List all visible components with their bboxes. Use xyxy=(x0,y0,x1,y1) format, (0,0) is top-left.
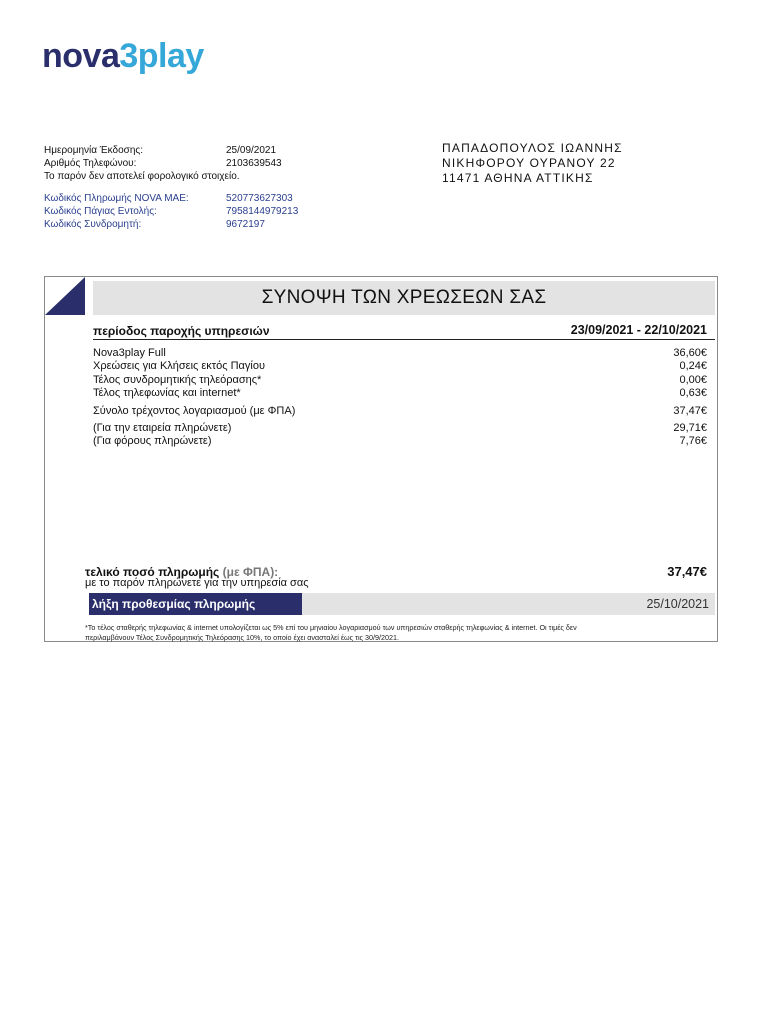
charge-value: 0,24€ xyxy=(679,360,707,373)
customer-street: ΝΙΚΗΦΟΡΟΥ ΟΥΡΑΝΟΥ 22 xyxy=(442,156,616,170)
logo-text-3: 3 xyxy=(119,37,138,75)
charge-row xyxy=(93,374,715,387)
total-vat-note: (με ΦΠΑ): xyxy=(222,565,279,579)
charge-value: 36,60€ xyxy=(673,347,707,359)
customer-name: ΠΑΠΑΔΟΠΟΥΛΟΣ ΙΩΑΝΝΗΣ xyxy=(442,141,623,155)
issue-date-label: Ημερομηνία Έκδοσης: xyxy=(44,145,143,156)
charges-list xyxy=(93,347,715,449)
customer-city: 11471 ΑΘΗΝΑ ΑΤΤΙΚΗΣ xyxy=(442,171,594,185)
subscriber-code-value: 9672197 xyxy=(226,219,265,230)
logo-text-nova: nova xyxy=(42,37,120,75)
charge-row-subtotal xyxy=(93,405,715,418)
customer-address xyxy=(442,141,623,186)
footnote-line-2: περιλαμβάνουν Τέλος Συνδρομητικής Τηλεόρασης 10%, το οποίο έχει ανασταλεί έως τις 30/9/2021. xyxy=(85,633,399,642)
service-period-label: περίοδος παροχής υπηρεσιών xyxy=(93,324,270,338)
total-label-text: τελικό ποσό πληρωμής xyxy=(85,565,220,579)
charge-row-company xyxy=(93,422,715,435)
footnote-line-1: *Το τέλος σταθερής τηλεφωνίας & internet υπολογίζεται ως 5% επί του μηνιαίου λογαριασμού των υπηρεσιών σταθερής τηλεφωνίας & internet. Οι τιμές δεν xyxy=(85,623,577,632)
payment-deadline-label: λήξη προθεσμίας πληρωμής xyxy=(89,593,302,615)
total-payment-amount: 37,47€ xyxy=(667,564,707,579)
payment-code-label: Κωδικός Πληρωμής NOVA MAE: xyxy=(44,193,189,204)
charge-value: 0,00€ xyxy=(679,373,707,386)
summary-title: ΣΥΝΟΨΗ ΤΩΝ ΧΡΕΩΣΕΩΝ ΣΑΣ xyxy=(93,281,715,315)
charge-row-taxes xyxy=(93,435,715,448)
charge-label: Τέλος τηλεφωνίας και internet* xyxy=(93,387,241,400)
standing-order-label: Κωδικός Πάγιας Εντολής: xyxy=(44,206,157,217)
phone-number-value: 2103639543 xyxy=(226,158,282,169)
total-payment-subtext: με το παρόν πληρώνετε για την υπηρεσία σας xyxy=(85,577,309,589)
standing-order-value: 7958144979213 xyxy=(226,206,299,217)
charge-label: Τέλος συνδρομητικής τηλεόρασης* xyxy=(93,373,262,386)
charge-value: 0,63€ xyxy=(679,387,707,400)
charge-value: 37,47€ xyxy=(673,404,707,417)
charge-label: (Για την εταιρεία πληρώνετε) xyxy=(93,421,232,434)
corner-triangle xyxy=(45,277,85,315)
service-period-row xyxy=(93,323,715,340)
charge-row xyxy=(93,387,715,400)
service-period-value: 23/09/2021 - 22/10/2021 xyxy=(570,323,707,337)
issue-date-value: 25/09/2021 xyxy=(226,145,277,156)
charge-label: Σύνολο τρέχοντος λογαριασμού (με ΦΠΑ) xyxy=(93,404,296,417)
payment-deadline-bar xyxy=(89,593,715,615)
footnote xyxy=(85,623,715,643)
charge-label: Nova3play Full xyxy=(93,347,166,359)
nova3play-logo xyxy=(42,36,204,76)
charge-label: (Για φόρους πληρώνετε) xyxy=(93,435,212,448)
payment-deadline-date: 25/10/2021 xyxy=(646,597,709,611)
logo-text-play: play xyxy=(137,37,204,75)
payment-code-value: 520773627303 xyxy=(226,193,293,204)
phone-number-label: Αριθμός Τηλεφώνου: xyxy=(44,158,137,169)
subscriber-code-label: Κωδικός Συνδρομητή: xyxy=(44,219,142,230)
charge-row xyxy=(93,360,715,373)
tax-notice-text: Το παρόν δεν αποτελεί φορολογικό στοιχείο. xyxy=(44,171,240,182)
charge-label: Χρεώσεις για Κλήσεις εκτός Παγίου xyxy=(93,360,265,373)
charge-value: 7,76€ xyxy=(679,435,707,448)
charges-summary-box xyxy=(44,276,718,642)
charge-row xyxy=(93,347,715,360)
charge-value: 29,71€ xyxy=(673,421,707,434)
